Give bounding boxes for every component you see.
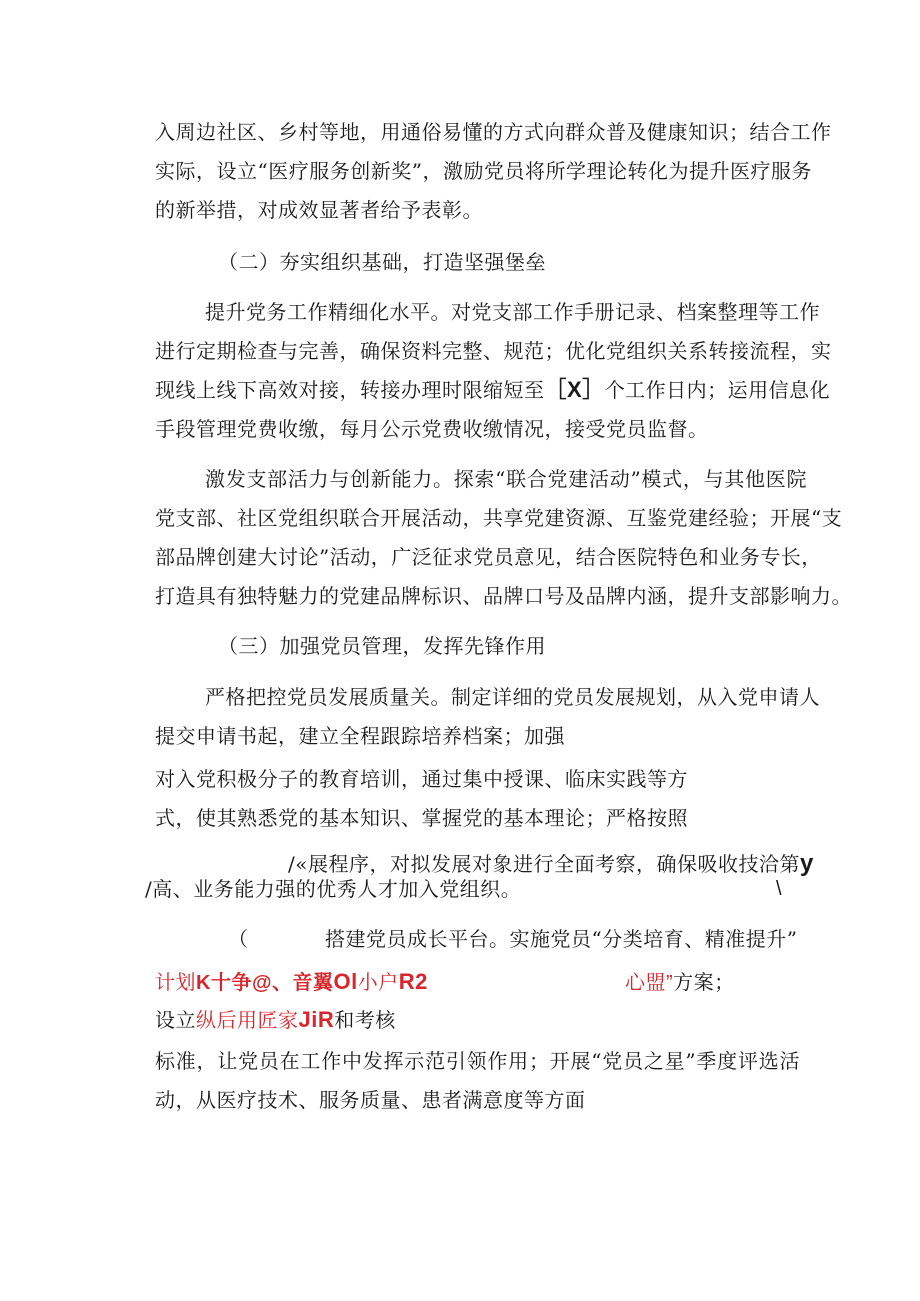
red-text: Ol: [333, 969, 358, 994]
text-line: 激发支部活力与创新能力。探索“联合党建活动”模式，与其他医院: [205, 467, 807, 491]
text-line: 打造具有独特魅力的党建品牌标识、品牌口号及品牌内涵，提升支部影响力。: [155, 584, 852, 608]
red-text: 小户: [357, 972, 399, 994]
text-line: [288, 852, 814, 876]
text-segment: 方案；: [673, 970, 735, 994]
red-text: 纵后用匠家: [196, 1010, 299, 1032]
text-line: 严格把控党员发展质量关。制定详细的党员发展规划，从入党申请人: [205, 685, 820, 709]
text-line: 手段管理党费收缴，每月公示党费收缴情况，接受党员监督。: [155, 417, 709, 441]
text-line: [625, 970, 735, 995]
section-heading: （三）加强党员管理，发挥先锋作用: [218, 634, 546, 658]
text-line: 的新举措，对成效显著者给予表彰。: [155, 198, 483, 222]
red-text: JiR: [298, 1007, 335, 1032]
text-line: [155, 1008, 396, 1033]
text-line: [155, 970, 428, 995]
text-line: 标准，让党员在工作中发挥示范引领作用；开展“党员之星”季度评选活: [155, 1049, 800, 1073]
text-line: 式，使其熟悉党的基本知识、掌握党的基本理论；严格按照: [155, 806, 688, 830]
text-line: 搭建党员成长平台。实施党员“分类培育、精准提升”: [325, 927, 798, 951]
text-segment: 和考核: [334, 1008, 396, 1032]
placeholder-marker: ［X］: [544, 377, 605, 402]
red-text: 计划: [155, 972, 196, 994]
text-segment: 设立: [155, 1008, 196, 1032]
text-segment: /«展程序，对拟发展对象进行全面考察，确保吸收技洽第: [288, 852, 800, 876]
text-line: 部品牌创建大讨论”活动，广泛征求党员意见，结合医院特色和业务专长，: [155, 545, 822, 569]
text-line: 进行定期检查与完善，确保资料完整、规范；优化党组织关系转接流程，实: [155, 339, 832, 363]
text-line: （: [228, 927, 249, 951]
text-segment: 现线上线下高效对接，转接办理时限缩短至: [155, 378, 545, 402]
text-line: [155, 377, 831, 402]
red-text: R2: [398, 969, 428, 994]
text-line: 实际，设立“医疗服务创新奖”，激励党员将所学理论转化为提升医疗服务: [155, 159, 812, 183]
text-line: /高、业务能力强的优秀人才加入党组织。: [145, 877, 522, 901]
text-segment: y: [799, 850, 814, 877]
text-line: 入周边社区、乡村等地，用通俗易懂的方式向群众普及健康知识；结合工作: [155, 120, 832, 144]
text-line: 动，从医疗技术、服务质量、患者满意度等方面: [155, 1088, 586, 1112]
text-line: 提交申请书起，建立全程跟踪培养档案；加强: [155, 724, 565, 748]
red-text: K十争@、音翼: [196, 972, 334, 994]
section-heading: （二）夯实组织基础，打造坚强堡垒: [218, 250, 546, 274]
red-text: 心盟”: [625, 972, 674, 994]
text-segment: 个工作日内；运用信息化: [604, 378, 831, 402]
text-line: 提升党务工作精细化水平。对党支部工作手册记录、档案整理等工作: [205, 300, 820, 324]
text-line: \: [776, 878, 783, 900]
text-line: 党支部、社区党组织联合开展活动，共享党建资源、互鉴党建经验；开展“支: [155, 506, 843, 530]
text-line: 对入党积极分子的教育培训，通过集中授课、临床实践等方: [155, 767, 688, 791]
